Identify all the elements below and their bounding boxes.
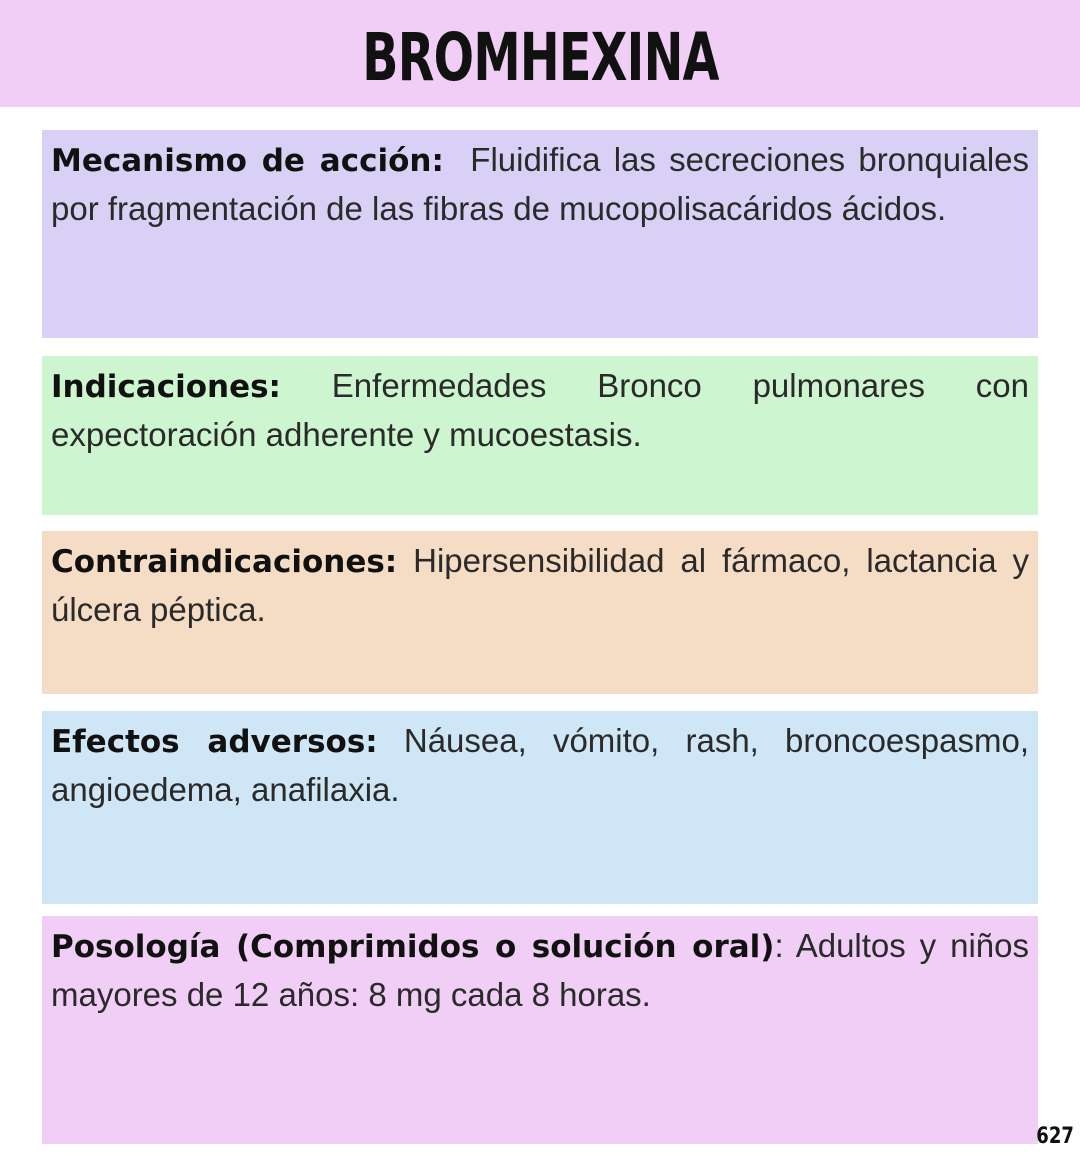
section-label: Contraindicaciones: — [51, 544, 398, 580]
section-label: Indicaciones: — [51, 369, 281, 405]
section-efectos-adversos — [42, 711, 1038, 904]
section-posologia — [42, 916, 1038, 1144]
section-label: Posología (Comprimidos o solución oral) — [51, 929, 775, 965]
section-text: : Adultos y niños mayores de 12 años: 8 mg cada 8 horas. — [51, 927, 1029, 1013]
page-number: 627 — [1036, 1124, 1074, 1149]
section-text: Hipersensibilidad al fármaco, lactancia y úlcera péptica. — [51, 542, 1029, 628]
section-paragraph — [51, 537, 1029, 633]
section-text: Náusea, vómito, rash, broncoespasmo, angioedema, anafilaxia. — [51, 722, 1030, 808]
page-title: BROMHEXINA — [361, 19, 719, 96]
section-indicaciones — [42, 356, 1038, 515]
section-paragraph — [51, 136, 1029, 232]
section-paragraph — [51, 717, 1029, 813]
section-label: Mecanismo de acción: — [51, 143, 444, 179]
section-text: Enfermedades Bronco pulmonares con expectoración adherente y mucoestasis. — [51, 367, 1030, 453]
section-paragraph — [51, 922, 1029, 1018]
title-banner — [0, 0, 1080, 107]
section-text: Fluidifica las secreciones bronquiales por fragmentación de las fibras de mucopolisacáridos ácidos. — [51, 141, 1029, 227]
section-mecanismo-de-accion — [42, 130, 1038, 338]
section-paragraph — [51, 362, 1029, 458]
section-label: Efectos adversos: — [51, 724, 378, 760]
section-contraindicaciones — [42, 531, 1038, 694]
